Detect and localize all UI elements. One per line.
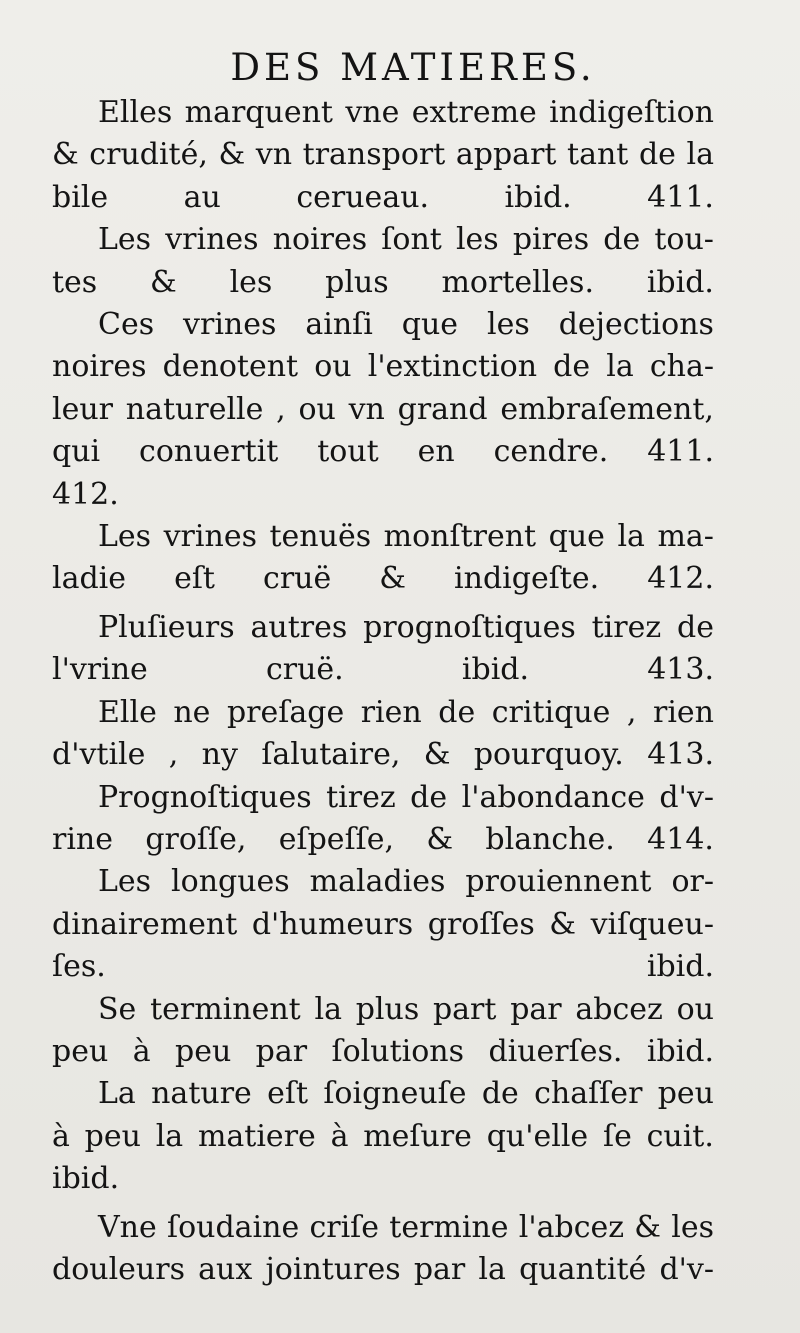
entry-word: l'abondance xyxy=(461,779,645,815)
entry-word: 414. xyxy=(647,821,714,857)
entry-word: ou xyxy=(314,349,352,385)
entry-word: chaſſer xyxy=(534,1076,643,1112)
entry-word: indigeſte. xyxy=(454,561,600,597)
entry-line xyxy=(52,262,714,304)
entry-word: Les xyxy=(98,864,152,900)
entry-word: par xyxy=(413,1251,466,1287)
entry-word: ſoigneuſe xyxy=(323,1076,467,1112)
entry-word: Elles xyxy=(98,95,173,130)
entry-word: l'extinction xyxy=(367,349,538,385)
entry-word: noires xyxy=(272,222,368,258)
entry-word: ne xyxy=(173,694,211,730)
entry-line xyxy=(52,177,714,219)
entry-word: conuertit xyxy=(139,434,279,470)
entry-word: part xyxy=(432,991,497,1027)
entry-word: monſtrent xyxy=(383,519,537,555)
entry-word: autres xyxy=(250,609,348,645)
entry-line xyxy=(52,558,714,600)
entry-word: & xyxy=(218,137,246,173)
entry-word: ladie xyxy=(52,561,127,597)
entry-word: les xyxy=(487,307,530,343)
entry-word: crudité, xyxy=(89,137,208,173)
entry-line xyxy=(52,734,714,776)
entry-line xyxy=(52,474,714,516)
entry-word: preſage xyxy=(226,694,345,730)
entry-word: ma- xyxy=(657,519,714,555)
entry-word: pourquoy. xyxy=(473,737,624,773)
entry-word: Les xyxy=(98,222,152,258)
entry-line xyxy=(52,777,714,819)
entry-word: Se xyxy=(98,991,137,1027)
entry-line xyxy=(52,389,714,431)
entry-line xyxy=(52,1158,714,1200)
entry-word: ibid. xyxy=(461,652,530,688)
entry-line xyxy=(52,1073,714,1115)
entry-word: & xyxy=(426,821,454,857)
index-entry xyxy=(52,692,714,777)
entry-word: en xyxy=(417,434,455,470)
entry-word: bile xyxy=(52,179,109,215)
entry-word: cha- xyxy=(649,349,714,385)
entry-word: par xyxy=(510,991,562,1027)
entry-word: appart xyxy=(455,137,557,173)
entry-word: Les xyxy=(98,519,152,555)
entry-word: tout xyxy=(317,434,379,470)
entry-word: vne xyxy=(345,95,400,130)
entry-word: , xyxy=(626,694,637,730)
entry-word: au xyxy=(183,179,221,215)
entry-word: ſes. xyxy=(52,949,106,985)
entry-word: criſe xyxy=(309,1209,380,1245)
entry-line xyxy=(52,134,714,176)
entry-word: peu xyxy=(174,1033,232,1069)
entry-word: de xyxy=(553,349,591,385)
entry-line xyxy=(52,904,714,946)
entry-word: de xyxy=(410,779,448,815)
entry-word: peu xyxy=(52,1033,109,1069)
entry-word: ſe xyxy=(602,1118,632,1154)
index-entry xyxy=(52,219,714,304)
entry-word: tirez xyxy=(591,609,662,645)
entry-word: nature xyxy=(151,1076,252,1112)
entry-word: ou xyxy=(676,991,714,1027)
entry-word: la xyxy=(314,991,342,1027)
index-entry xyxy=(52,777,714,862)
entry-line xyxy=(52,989,714,1031)
entry-word: pires xyxy=(512,222,590,258)
entry-line xyxy=(52,431,714,473)
entry-word: à xyxy=(52,1118,70,1154)
entry-word: critique xyxy=(491,694,611,730)
entry-line xyxy=(52,692,714,734)
entry-word: Vne xyxy=(98,1209,157,1245)
entry-word: de xyxy=(603,222,641,258)
entry-word: à xyxy=(132,1033,151,1069)
entry-word: la xyxy=(606,349,634,385)
entry-word: l'vrine xyxy=(52,652,148,688)
entry-line xyxy=(52,346,714,388)
entry-word: tant xyxy=(567,137,629,173)
index-entry xyxy=(52,989,714,1074)
entry-line xyxy=(52,819,714,861)
entry-word: de xyxy=(638,137,676,173)
entry-word: & xyxy=(634,1209,661,1245)
entry-word: l'abcez xyxy=(518,1209,625,1245)
entry-word: cruë xyxy=(263,561,332,597)
entry-word: 411. xyxy=(647,179,714,215)
entry-line xyxy=(52,219,714,261)
entry-line xyxy=(52,649,714,691)
entry-word: ibid. xyxy=(52,1161,120,1197)
entry-word: matiere xyxy=(197,1118,316,1154)
entry-word: ſoudaine xyxy=(166,1209,300,1245)
entry-word: aux xyxy=(198,1251,253,1287)
entry-word: naturelle xyxy=(125,391,264,427)
entry-word: de xyxy=(438,694,476,730)
entry-line xyxy=(52,607,714,649)
entry-word: Elle xyxy=(98,694,157,730)
entry-word: vn xyxy=(348,391,385,427)
entry-word: plus xyxy=(355,991,420,1027)
entry-word: par xyxy=(255,1033,308,1069)
entry-word: tes xyxy=(52,264,98,300)
entry-word: Prognoſtiques xyxy=(98,779,312,815)
entry-word: mortelles. xyxy=(441,264,594,300)
entry-word: d'v- xyxy=(659,1251,714,1287)
entry-word: vrines xyxy=(183,307,277,343)
entry-word: ou xyxy=(298,391,336,427)
entry-word: les xyxy=(455,222,499,258)
entry-word: rien xyxy=(652,694,714,730)
entry-word: d'v- xyxy=(659,779,714,815)
entry-word: cendre. xyxy=(493,434,609,470)
entry-word: ibid. xyxy=(646,1033,714,1069)
entry-word: termine xyxy=(389,1209,509,1245)
entry-word: & xyxy=(379,561,406,597)
entry-word: , xyxy=(168,737,179,773)
entry-word: & xyxy=(423,737,451,773)
entry-word: viſqueu- xyxy=(590,906,714,942)
entry-word: ſolutions xyxy=(331,1033,465,1069)
entry-word: transport xyxy=(302,137,446,173)
entry-word: ainſi xyxy=(305,307,373,343)
entry-word: denotent xyxy=(162,349,299,385)
entry-word: eſt xyxy=(174,561,215,597)
entry-word: 413. xyxy=(647,737,714,773)
entry-word: dejections xyxy=(558,307,714,343)
entry-word: maladies xyxy=(309,864,446,900)
entry-word: marquent xyxy=(184,95,333,130)
entry-word: dinairement xyxy=(52,906,238,942)
entry-word: jointures xyxy=(265,1251,401,1287)
entry-word: d'vtile xyxy=(52,737,146,773)
entry-word: la xyxy=(155,1118,184,1154)
entry-word: ibid. xyxy=(646,949,714,985)
entry-word: or- xyxy=(671,864,714,900)
entry-line xyxy=(52,1031,714,1073)
entry-word: diuerſes. xyxy=(488,1033,623,1069)
entry-word: quantité xyxy=(519,1251,647,1287)
entry-word: Pluſieurs xyxy=(98,609,235,645)
entry-word: cerueau. xyxy=(296,179,430,215)
entry-word: longues xyxy=(171,864,290,900)
entry-word: de xyxy=(677,609,714,645)
index-entry xyxy=(52,304,714,516)
entry-word: eſpeſſe, xyxy=(278,821,395,857)
entry-word: La xyxy=(98,1076,136,1112)
entry-line xyxy=(52,1116,714,1158)
entry-word: douleurs xyxy=(52,1251,185,1287)
entry-word: eſt xyxy=(267,1076,309,1112)
index-entry xyxy=(52,516,714,601)
entry-word: la xyxy=(478,1251,506,1287)
entry-word: les xyxy=(671,1209,714,1245)
entry-line xyxy=(52,1207,714,1249)
entry-word: ſalutaire, xyxy=(261,737,401,773)
entry-word: extreme xyxy=(411,95,537,130)
entry-word: la xyxy=(686,137,714,173)
running-header: DES MATIERES. xyxy=(230,46,596,89)
entry-word: 413. xyxy=(647,652,714,688)
entry-word: que xyxy=(548,519,605,555)
entry-word: rien xyxy=(360,694,422,730)
entry-word: grand xyxy=(397,391,488,427)
entry-word: que xyxy=(401,307,459,343)
entry-word: de xyxy=(481,1076,519,1112)
entry-word: meſure xyxy=(363,1118,472,1154)
entry-word: indigeſtion xyxy=(549,95,714,130)
entry-word: peu xyxy=(657,1076,714,1112)
entry-word: vrines xyxy=(165,222,259,258)
entry-word: cruë. xyxy=(265,652,344,688)
entry-word: & xyxy=(52,137,79,173)
entry-word: ibid. xyxy=(646,264,714,300)
entry-word: leur xyxy=(52,391,114,427)
index-entry xyxy=(52,92,714,219)
entry-word: groſſe, xyxy=(145,821,247,857)
entry-word: qu'elle xyxy=(486,1118,589,1154)
entry-line xyxy=(52,1249,714,1291)
entry-word: embraſement, xyxy=(500,391,714,427)
entry-word: rine xyxy=(52,821,114,857)
index-entry xyxy=(52,607,714,692)
entry-word: d'humeurs xyxy=(251,906,414,942)
entry-word: 412. xyxy=(647,561,714,597)
index-entry xyxy=(52,861,714,988)
index-entry xyxy=(52,1073,714,1200)
entry-word: tou- xyxy=(654,222,714,258)
entry-word: qui xyxy=(52,434,101,470)
entry-word: blanche. xyxy=(485,821,615,857)
entry-word: peu xyxy=(84,1118,141,1154)
index-entries xyxy=(52,92,714,1291)
entry-word: 411. xyxy=(647,434,714,470)
entry-line xyxy=(52,92,714,134)
entry-line xyxy=(52,946,714,988)
entry-word: terminent xyxy=(150,991,301,1027)
entry-word: groſſes xyxy=(427,906,535,942)
entry-line xyxy=(52,304,714,346)
entry-word: Ces xyxy=(98,307,155,343)
entry-word: vn xyxy=(255,137,293,173)
entry-word: tirez xyxy=(326,779,396,815)
entry-word: ny xyxy=(201,737,238,773)
entry-line xyxy=(52,516,714,558)
entry-word: plus xyxy=(325,264,389,300)
entry-word: & xyxy=(150,264,177,300)
entry-word: à xyxy=(330,1118,349,1154)
entry-word: la xyxy=(617,519,645,555)
entry-word: prouiennent xyxy=(465,864,652,900)
entry-word: vrines xyxy=(163,519,257,555)
entry-word: 412. xyxy=(52,476,119,512)
entry-word: noires xyxy=(52,349,147,385)
entry-word: abcez xyxy=(575,991,663,1027)
entry-word: , xyxy=(276,391,286,427)
entry-word: ſont xyxy=(381,222,442,258)
entry-word: prognoſtiques xyxy=(363,609,576,645)
entry-word: les xyxy=(229,264,273,300)
entry-word: & xyxy=(549,906,577,942)
entry-word: tenuës xyxy=(269,519,372,555)
entry-word: ibid. xyxy=(504,179,572,215)
entry-line xyxy=(52,861,714,903)
entry-word: cuit. xyxy=(646,1118,714,1154)
index-entry xyxy=(52,1207,714,1292)
